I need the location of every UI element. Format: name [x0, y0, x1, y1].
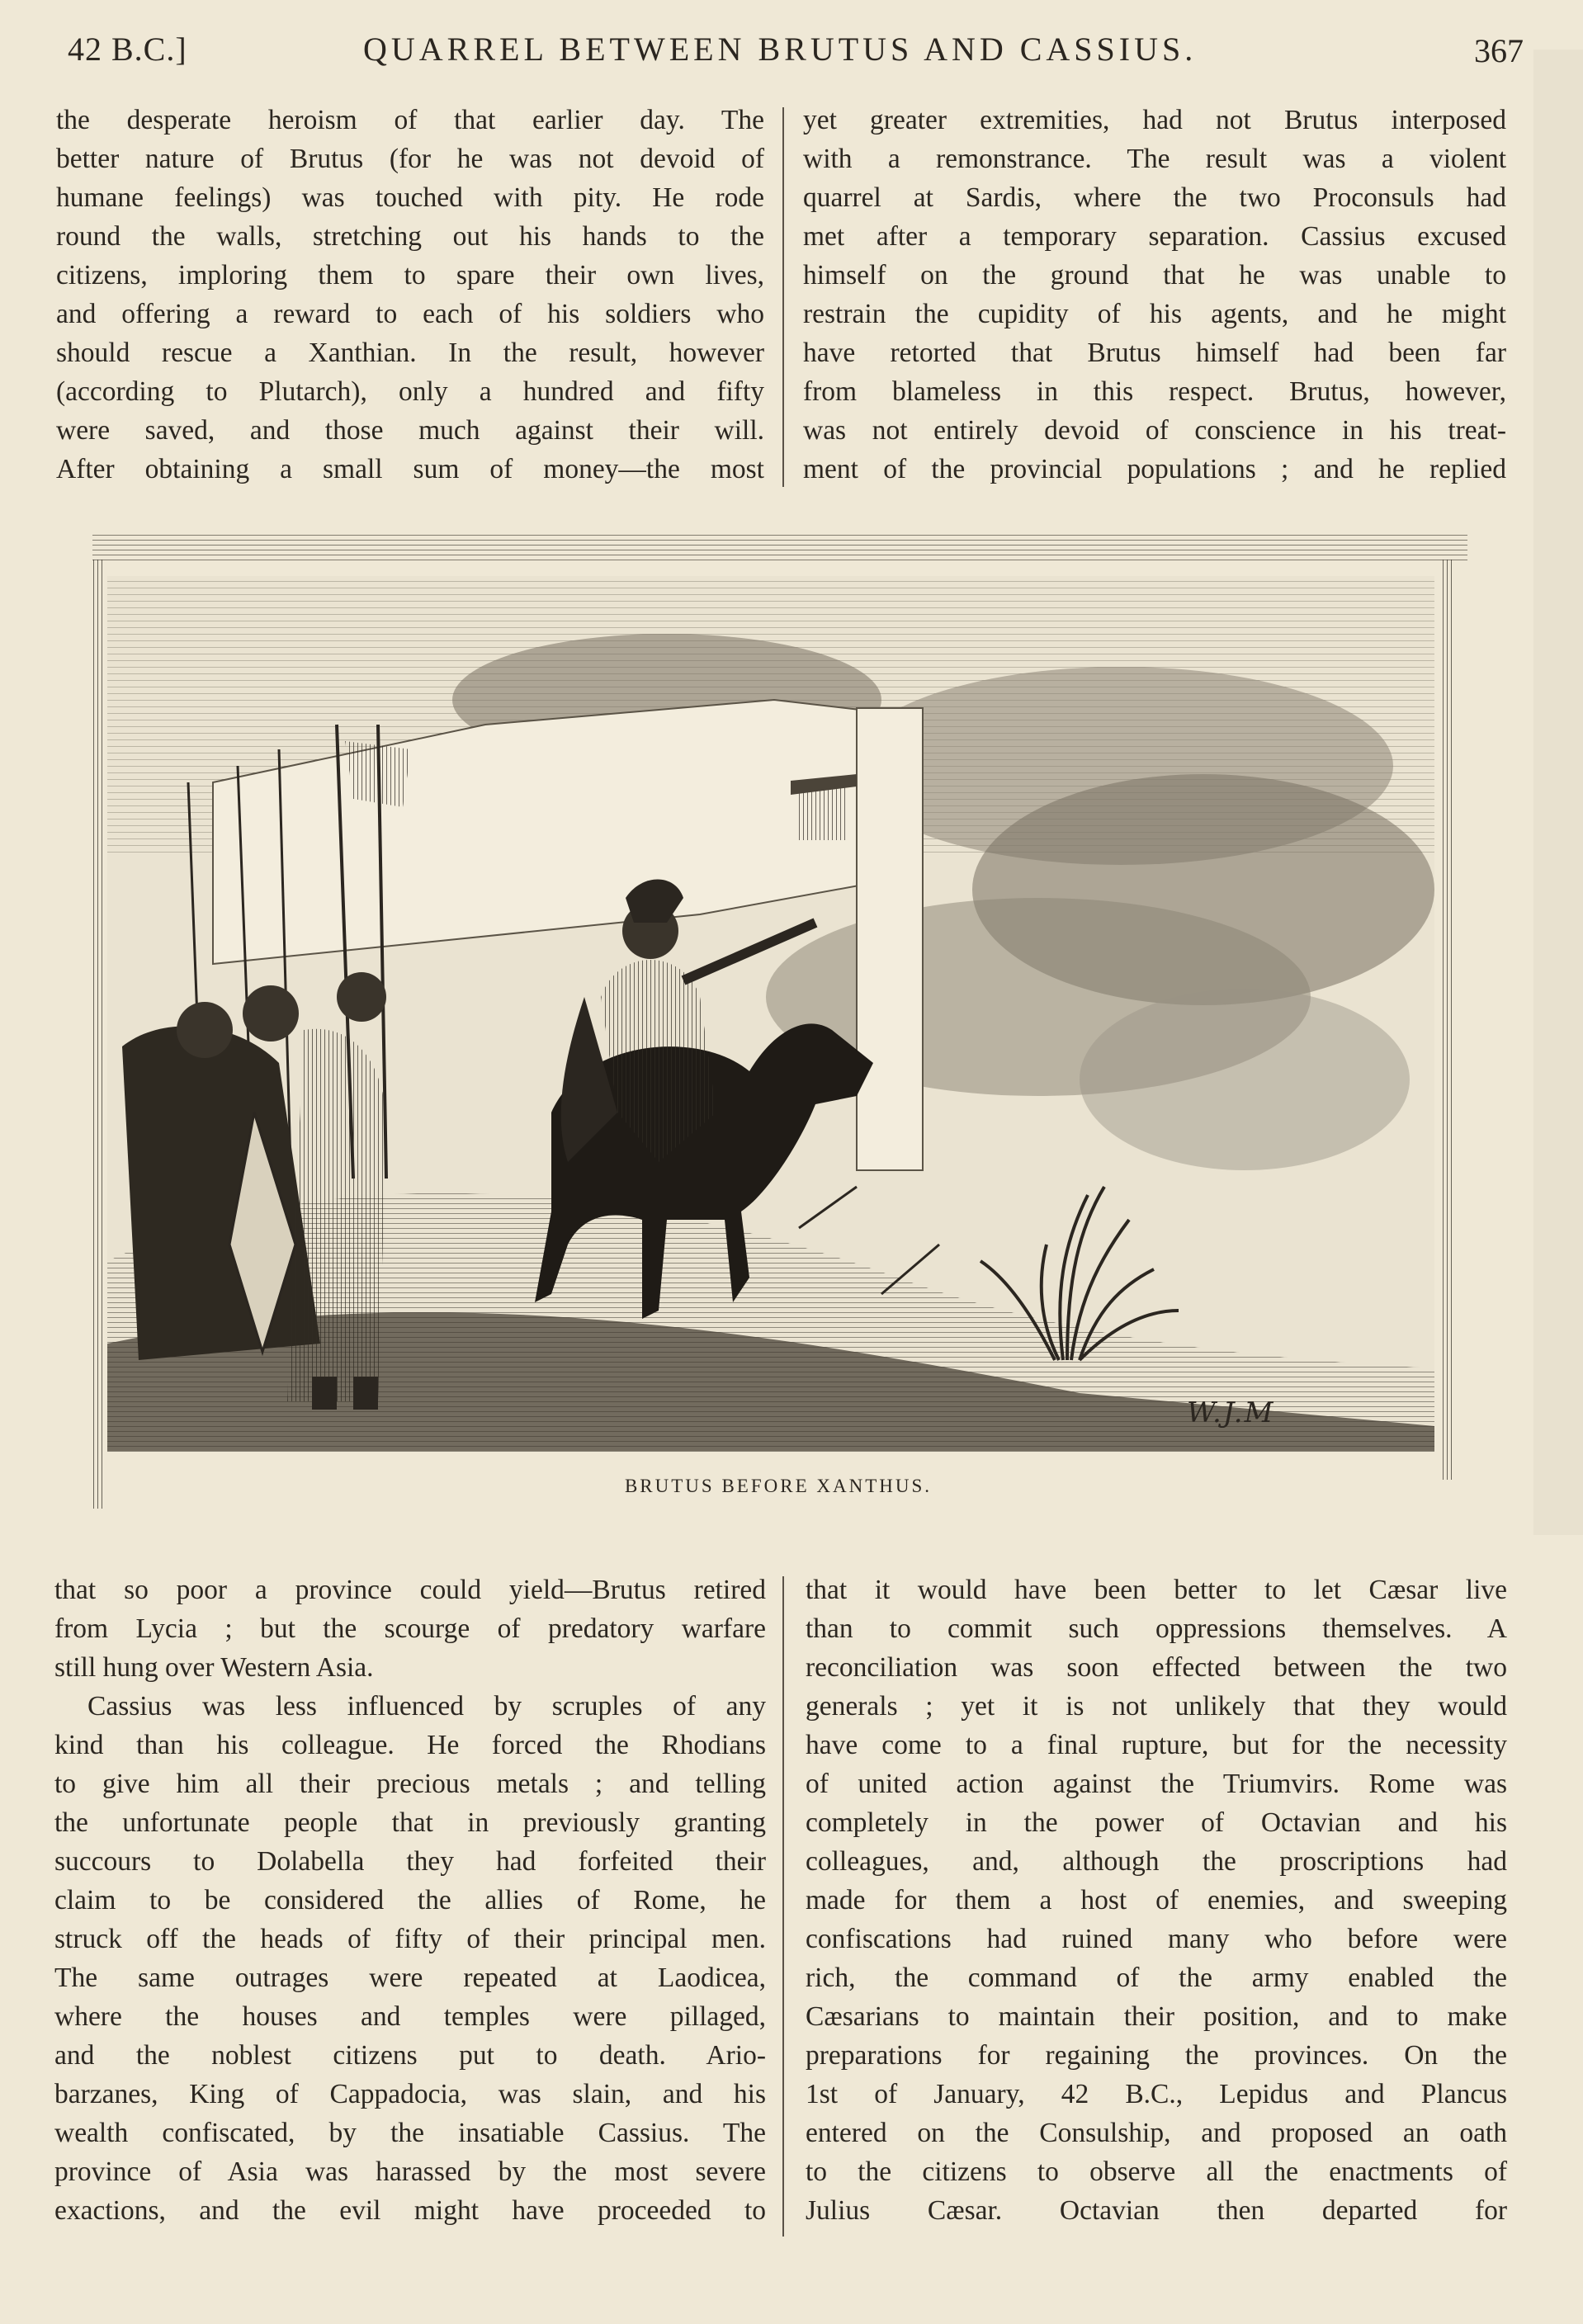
text-line: (according to Plutarch), only a hundred and fifty: [56, 376, 764, 407]
text-line: kind than his colleague. He forced the Rhodians: [54, 1730, 766, 1760]
text-line: made for them a host of enemies, and sweeping: [806, 1885, 1507, 1915]
bleed-through-margin: [1533, 50, 1583, 1535]
top-right-column: [803, 101, 1506, 489]
text-line: exactions, and the evil might have proceeded to: [54, 2195, 766, 2226]
engraving-brutus-before-xanthus: [89, 535, 1467, 1510]
header-date: 42 B.C.]: [68, 31, 187, 68]
text-line: where the houses and temples were pillaged,: [54, 2001, 766, 2032]
text-line: province of Asia was harassed by the most severe: [54, 2156, 766, 2187]
text-line: of united action against the Triumvirs. Rome was: [806, 1769, 1507, 1799]
text-line: to give him all their precious metals ; and telling: [54, 1769, 766, 1799]
text-line: completely in the power of Octavian and his: [806, 1807, 1507, 1838]
text-line: himself on the ground that he was unable to: [803, 260, 1506, 290]
text-line: than to commit such oppressions themselves. A: [806, 1613, 1507, 1644]
text-line: struck off the heads of fifty of their principal men.: [54, 1924, 766, 1954]
text-line: and the noblest citizens put to death. Ario-: [54, 2040, 766, 2071]
text-line: the desperate heroism of that earlier day. The: [56, 105, 764, 135]
column-rule-bottom: [782, 1576, 784, 2237]
text-line: should rescue a Xanthian. In the result, however: [56, 338, 764, 368]
bottom-right-column: [806, 1571, 1507, 2230]
text-line: citizens, imploring them to spare their own lives,: [56, 260, 764, 290]
text-line: preparations for regaining the provinces. On the: [806, 2040, 1507, 2071]
text-line: generals ; yet it is not unlikely that they would: [806, 1691, 1507, 1722]
text-line: succours to Dolabella they had forfeited their: [54, 1846, 766, 1877]
text-line: yet greater extremities, had not Brutus interposed: [803, 105, 1506, 135]
header-title: QUARREL BETWEEN BRUTUS AND CASSIUS.: [363, 31, 1198, 68]
text-line: round the walls, stretching out his hands to the: [56, 221, 764, 252]
text-line: to the citizens to observe all the enactments of: [806, 2156, 1507, 2187]
text-line: was not entirely devoid of conscience in his treat-: [803, 415, 1506, 446]
text-line: and offering a reward to each of his soldiers who: [56, 299, 764, 329]
text-line: After obtaining a small sum of money—the most: [56, 454, 764, 484]
illustration-caption: BRUTUS BEFORE XANTHUS.: [624, 1476, 933, 1496]
text-line: Cæsarians to maintain their position, and to make: [806, 2001, 1507, 2032]
text-line: have retorted that Brutus himself had been far: [803, 338, 1506, 368]
text-line: colleagues, and, although the proscriptions had: [806, 1846, 1507, 1877]
text-line: were saved, and those much against their will.: [56, 415, 764, 446]
artist-signature: W.J.M: [1187, 1396, 1275, 1429]
text-line: ment of the provincial populations ; and he replied: [803, 454, 1506, 484]
running-header: [0, 25, 1583, 83]
text-line: claim to be considered the allies of Rome, he: [54, 1885, 766, 1915]
text-line: wealth confiscated, by the insatiable Cassius. The: [54, 2118, 766, 2148]
text-line: The same outrages were repeated at Laodicea,: [54, 1963, 766, 1993]
text-line: met after a temporary separation. Cassius excused: [803, 221, 1506, 252]
text-line: Cassius was less influenced by scruples of any: [87, 1691, 766, 1722]
top-left-column: [56, 101, 764, 489]
text-line: that it would have been better to let Cæsar live: [806, 1575, 1507, 1605]
text-line: that so poor a province could yield—Brutus retired: [54, 1575, 766, 1605]
text-line: quarrel at Sardis, where the two Proconsuls had: [803, 182, 1506, 213]
column-rule-top: [782, 107, 784, 487]
text-line: 1st of January, 42 B.C., Lepidus and Plancus: [806, 2079, 1507, 2109]
text-line: confiscations had ruined many who before were: [806, 1924, 1507, 1954]
text-line: the unfortunate people that in previously granting: [54, 1807, 766, 1838]
bottom-left-column: [54, 1571, 766, 2230]
text-line: barzanes, King of Cappadocia, was slain, and his: [54, 2079, 766, 2109]
text-line: better nature of Brutus (for he was not devoid of: [56, 144, 764, 174]
text-line: rich, the command of the army enabled the: [806, 1963, 1507, 1993]
text-line: from blameless in this respect. Brutus, however,: [803, 376, 1506, 407]
text-line: restrain the cupidity of his agents, and he might: [803, 299, 1506, 329]
text-line: still hung over Western Asia.: [54, 1652, 374, 1683]
text-line: with a remonstrance. The result was a violent: [803, 144, 1506, 174]
text-line: have come to a final rupture, but for the necessity: [806, 1730, 1507, 1760]
text-line: reconciliation was soon effected between the two: [806, 1652, 1507, 1683]
text-line: entered on the Consulship, and proposed an oath: [806, 2118, 1507, 2148]
text-line: from Lycia ; but the scourge of predatory warfare: [54, 1613, 766, 1644]
text-line: Julius Cæsar. Octavian then departed for: [806, 2195, 1507, 2226]
text-line: humane feelings) was touched with pity. He rode: [56, 182, 764, 213]
page-number: 367: [1474, 32, 1524, 69]
